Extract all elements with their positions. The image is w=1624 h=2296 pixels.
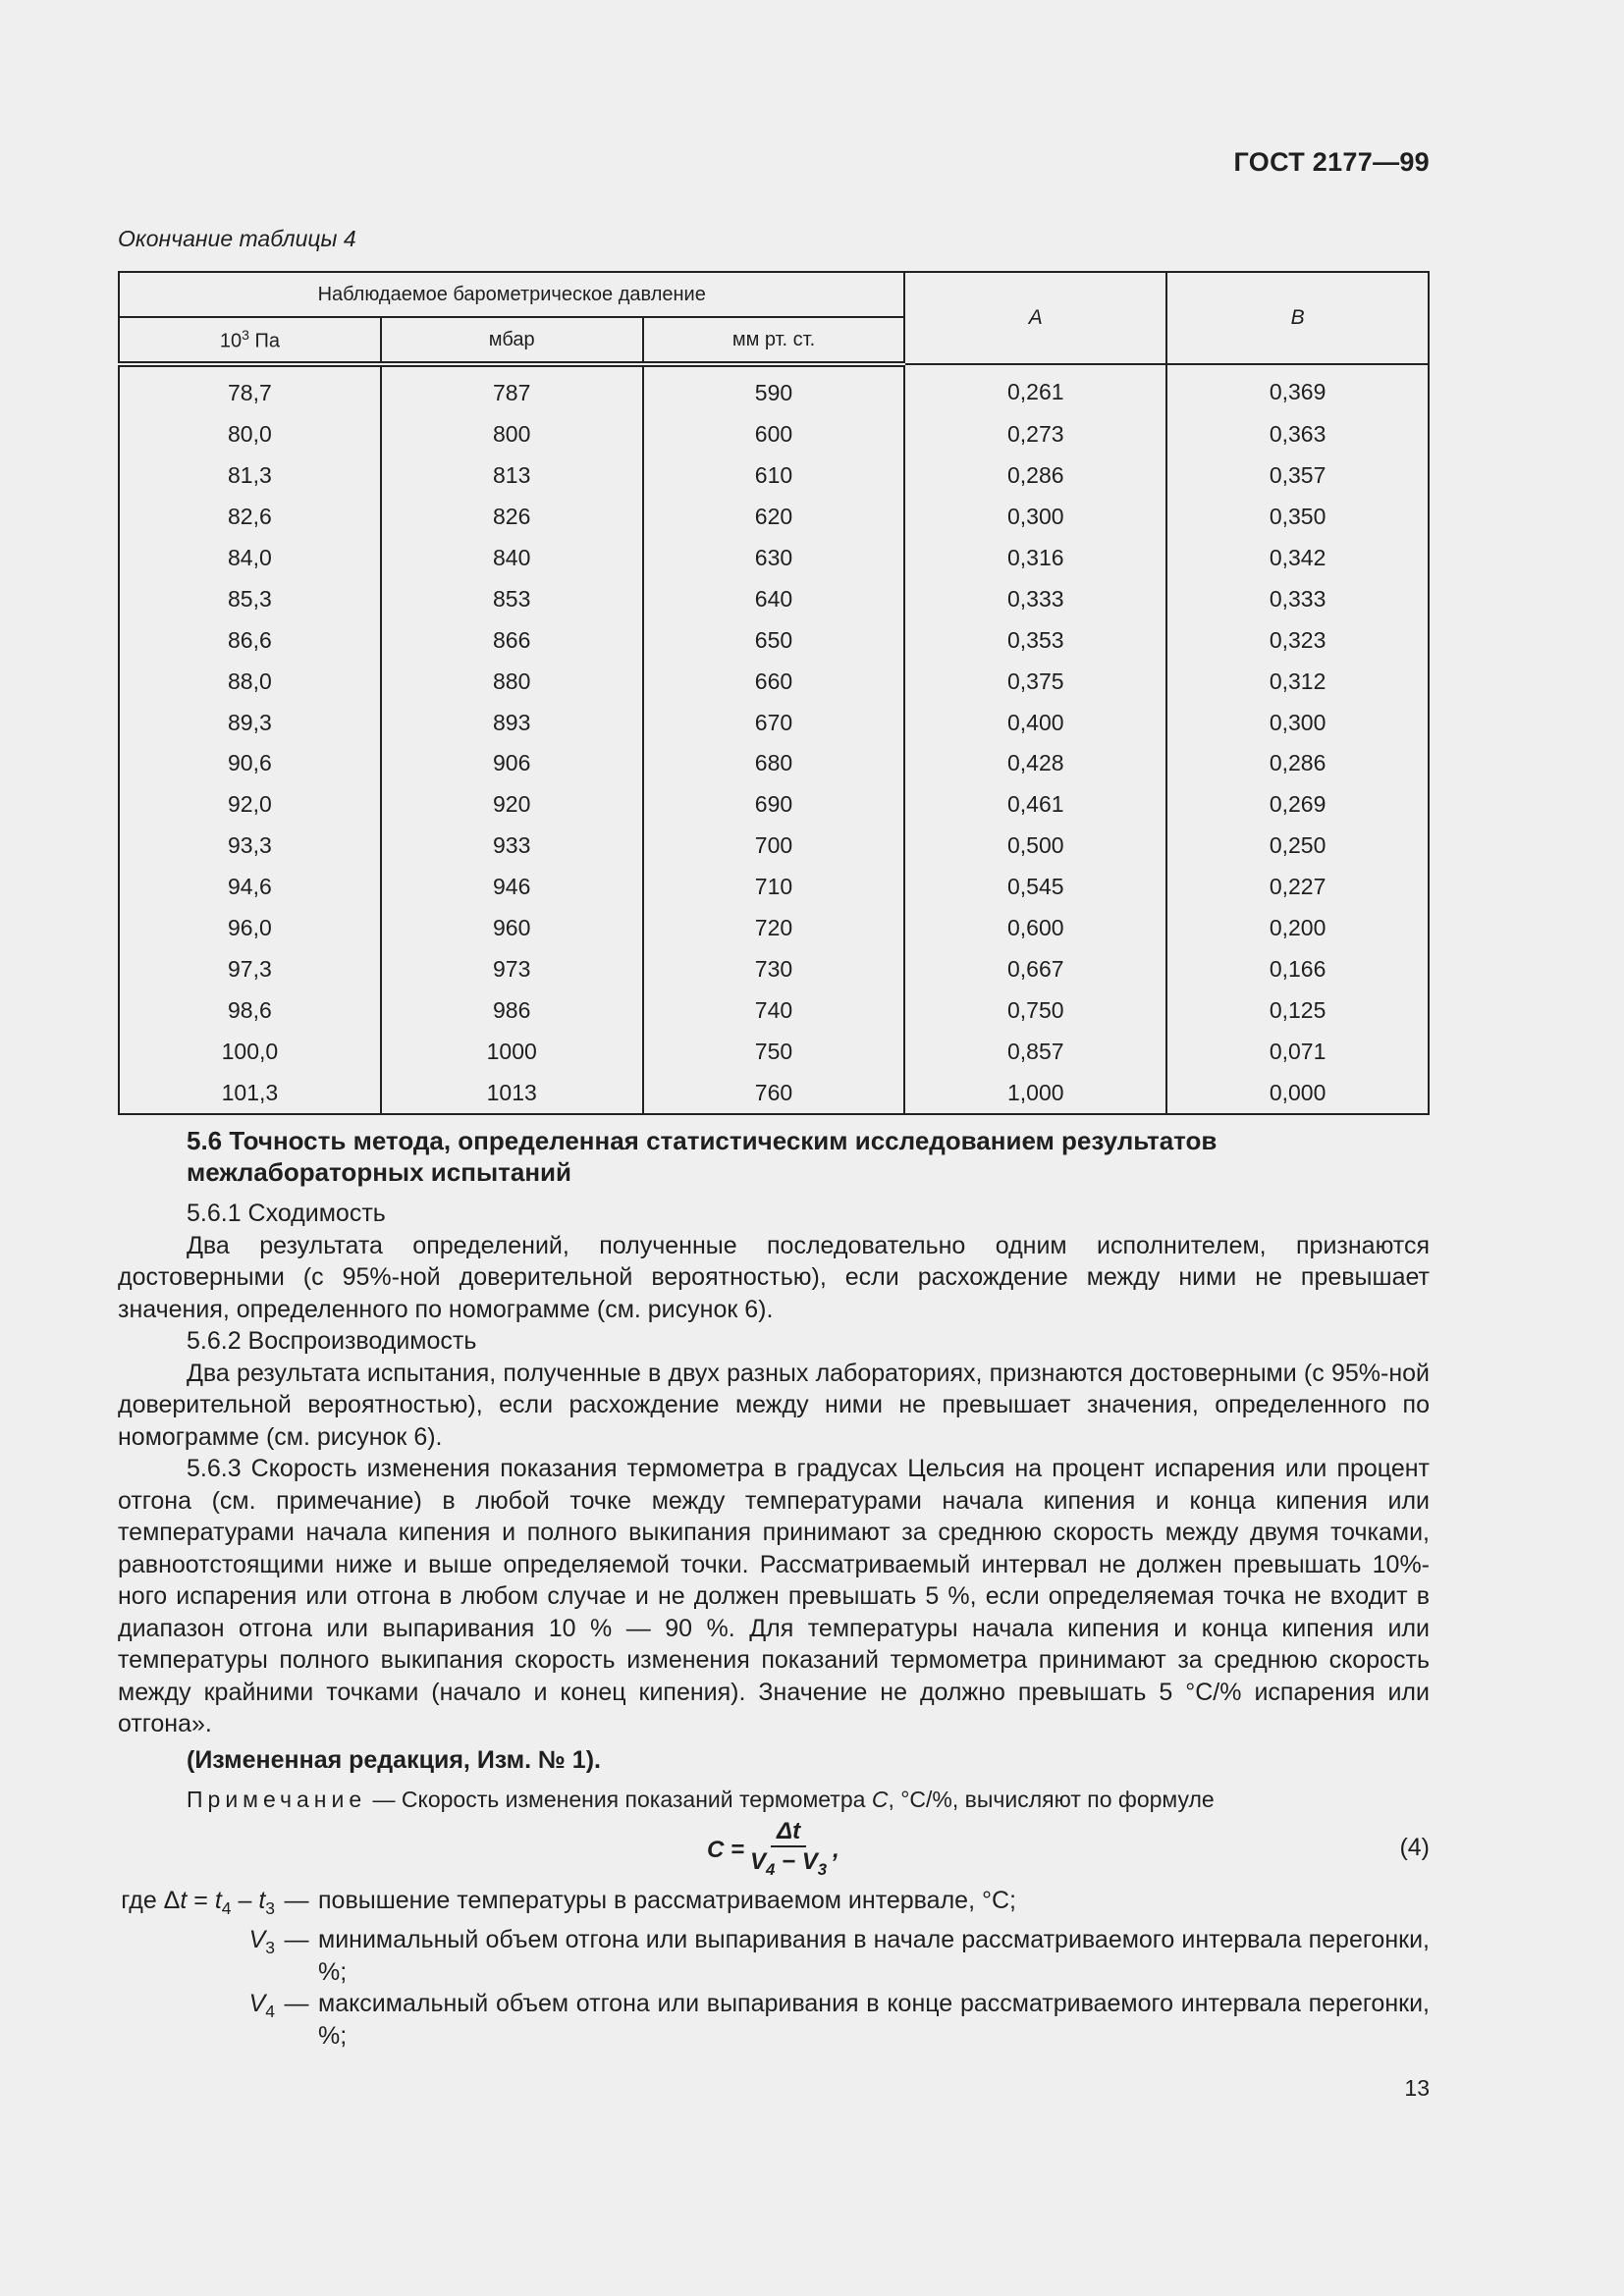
- cell-mmhg: 650: [643, 619, 905, 661]
- section-heading: [187, 1125, 1430, 1188]
- table-row: [119, 578, 1429, 619]
- cell-b: 0,227: [1166, 867, 1429, 908]
- cell-mbar: 960: [381, 908, 643, 949]
- cell-pa: 101,3: [119, 1072, 381, 1114]
- definition-symbol: [118, 1924, 275, 1964]
- table-body: [119, 364, 1429, 1114]
- cell-mbar: 787: [381, 364, 643, 414]
- cell-pa: 96,0: [119, 908, 381, 949]
- table-caption: Окончание таблицы 4: [118, 226, 356, 251]
- cell-b: 0,000: [1166, 1072, 1429, 1114]
- cell-pa: 89,3: [119, 702, 381, 743]
- cell-mbar: 986: [381, 989, 643, 1031]
- table-row: [119, 867, 1429, 908]
- cell-mmhg: 730: [643, 948, 905, 989]
- def1-minus: –: [231, 1886, 259, 1914]
- cell-b: 0,200: [1166, 908, 1429, 949]
- cell-b: 0,286: [1166, 743, 1429, 784]
- definition-symbol: [118, 1988, 275, 2028]
- def1-t3: t: [258, 1886, 266, 1914]
- definition-text: минимальный объем отгона или выпаривания в начале рассматриваемого интервала перегонки, %;: [318, 1926, 1430, 1986]
- cell-mbar: 866: [381, 619, 643, 661]
- cell-mmhg: 700: [643, 826, 905, 867]
- page-number: 13: [1404, 2075, 1430, 2101]
- note-text-a: — Скорость изменения показаний термометра: [366, 1787, 872, 1812]
- cell-a: 0,353: [904, 619, 1166, 661]
- cell-a: 0,545: [904, 867, 1166, 908]
- cell-a: 0,428: [904, 743, 1166, 784]
- cell-b: 0,250: [1166, 826, 1429, 867]
- subsection-5-6-2-title: 5.6.2 Воспроизводимость: [187, 1327, 477, 1355]
- document-code: ГОСТ 2177—99: [1233, 147, 1430, 177]
- cell-pa: 80,0: [119, 414, 381, 455]
- formula-v4-sub: 4: [766, 1859, 776, 1879]
- formula-fraction: [750, 1818, 827, 1885]
- table-row: [119, 414, 1429, 455]
- cell-mbar: 840: [381, 538, 643, 579]
- table-row: [119, 784, 1429, 826]
- formula-denominator: [750, 1847, 827, 1885]
- cell-a: 0,400: [904, 702, 1166, 743]
- equation-number: (4): [1399, 1833, 1430, 1861]
- header-col-a: A: [904, 272, 1166, 364]
- cell-pa: 86,6: [119, 619, 381, 661]
- def1-t3-sub: 3: [265, 1897, 275, 1918]
- table-row: [119, 661, 1429, 702]
- header-pa-unit: Па: [248, 330, 280, 352]
- def2-sub: 3: [265, 1938, 275, 1957]
- cell-a: 0,500: [904, 826, 1166, 867]
- cell-pa: 97,3: [119, 948, 381, 989]
- header-col-pa: [119, 317, 381, 364]
- cell-pa: 84,0: [119, 538, 381, 579]
- cell-a: 0,750: [904, 989, 1166, 1031]
- cell-mbar: 933: [381, 826, 643, 867]
- cell-pa: 94,6: [119, 867, 381, 908]
- cell-mbar: 946: [381, 867, 643, 908]
- formula-lhs: C =: [707, 1837, 745, 1864]
- cell-mmhg: 740: [643, 989, 905, 1031]
- cell-mbar: 813: [381, 455, 643, 497]
- cell-mbar: 973: [381, 948, 643, 989]
- def1-t4: t: [214, 1886, 222, 1914]
- formula-numerator: Δt: [771, 1818, 806, 1847]
- cell-b: 0,342: [1166, 538, 1429, 579]
- definition-dash: —: [284, 1926, 309, 1953]
- def1-t: t: [180, 1886, 188, 1914]
- cell-a: 0,667: [904, 948, 1166, 989]
- cell-a: 0,857: [904, 1031, 1166, 1072]
- def3-sub: 4: [265, 2002, 275, 2021]
- formula-4: [118, 1818, 1430, 1881]
- def2-v: V: [248, 1926, 266, 1953]
- cell-b: 0,125: [1166, 989, 1429, 1031]
- cell-pa: 82,6: [119, 497, 381, 538]
- formula-trail: ,: [833, 1837, 839, 1864]
- table-row: [119, 455, 1429, 497]
- cell-pa: 90,6: [119, 743, 381, 784]
- note-label: Примечание: [187, 1787, 367, 1812]
- cell-mbar: 893: [381, 702, 643, 743]
- cell-mbar: 800: [381, 414, 643, 455]
- cell-pa: 85,3: [119, 578, 381, 619]
- section-5-6: [118, 1125, 1430, 2052]
- cell-mmhg: 760: [643, 1072, 905, 1114]
- cell-a: 0,286: [904, 455, 1166, 497]
- table-row: [119, 538, 1429, 579]
- cell-b: 0,369: [1166, 364, 1429, 414]
- header-observed-pressure: Наблюдаемое барометрическое давление: [119, 272, 904, 317]
- cell-mmhg: 600: [643, 414, 905, 455]
- cell-mmhg: 680: [643, 743, 905, 784]
- cell-a: 0,261: [904, 364, 1166, 414]
- cell-mmhg: 720: [643, 908, 905, 949]
- cell-b: 0,300: [1166, 702, 1429, 743]
- header-col-b: B: [1166, 272, 1429, 364]
- cell-mbar: 920: [381, 784, 643, 826]
- table-row: [119, 364, 1429, 414]
- formula-v4: V: [750, 1847, 767, 1875]
- table-row: [119, 948, 1429, 989]
- header-pa-base: 10: [219, 330, 243, 352]
- cell-pa: 78,7: [119, 364, 381, 414]
- definition-dash: —: [284, 1990, 309, 2017]
- formula-definitions: [118, 1885, 1430, 2053]
- definition-v4: [118, 1988, 1430, 2052]
- definition-dash: —: [284, 1886, 309, 1914]
- cell-pa: 100,0: [119, 1031, 381, 1072]
- cell-pa: 93,3: [119, 826, 381, 867]
- cell-a: 0,316: [904, 538, 1166, 579]
- pressure-coefficients-table: [118, 271, 1430, 1115]
- cell-b: 0,323: [1166, 619, 1429, 661]
- table-row: [119, 1031, 1429, 1072]
- cell-mmhg: 660: [643, 661, 905, 702]
- cell-a: 0,375: [904, 661, 1166, 702]
- cell-b: 0,350: [1166, 497, 1429, 538]
- note: [187, 1784, 1430, 1816]
- cell-mmhg: 670: [643, 702, 905, 743]
- cell-a: 0,600: [904, 908, 1166, 949]
- cell-mmhg: 620: [643, 497, 905, 538]
- cell-mmhg: 630: [643, 538, 905, 579]
- cell-b: 0,363: [1166, 414, 1429, 455]
- cell-a: 0,461: [904, 784, 1166, 826]
- cell-mbar: 906: [381, 743, 643, 784]
- table-row: [119, 497, 1429, 538]
- formula-minus: −: [775, 1847, 802, 1875]
- definition-text: максимальный объем отгона или выпаривания в конце рассматриваемого интервала перегонки, %;: [318, 1990, 1430, 2050]
- formula-v3-sub: 3: [817, 1859, 828, 1879]
- edition-note: (Измененная редакция, Изм. № 1).: [187, 1745, 601, 1774]
- definition-delta-t: [118, 1885, 1430, 1925]
- note-text-b: , °С/%, вычисляют по формуле: [888, 1787, 1215, 1812]
- cell-mmhg: 710: [643, 867, 905, 908]
- table-row: [119, 743, 1429, 784]
- subsection-5-6-2-text: Два результата испытания, полученные в двух разных лабораториях, признаются достоверными (с 95%-ной доверительной вероятностью), если расхождение между ними не превышает значения, определенного по номограмме (см. рисунок 6).: [118, 1359, 1430, 1451]
- cell-b: 0,333: [1166, 578, 1429, 619]
- table-row: [119, 619, 1429, 661]
- table-row: [119, 1072, 1429, 1114]
- cell-a: 0,333: [904, 578, 1166, 619]
- definition-text: повышение температуры в рассматриваемом интервале, °С;: [318, 1886, 1016, 1914]
- cell-mmhg: 690: [643, 784, 905, 826]
- cell-pa: 92,0: [119, 784, 381, 826]
- definition-v3: [118, 1924, 1430, 1988]
- def3-v: V: [248, 1990, 266, 2017]
- note-symbol-c: C: [871, 1787, 889, 1812]
- cell-b: 0,269: [1166, 784, 1429, 826]
- cell-mbar: 1013: [381, 1072, 643, 1114]
- cell-mmhg: 590: [643, 364, 905, 414]
- header-col-mbar: мбар: [381, 317, 643, 364]
- cell-a: 0,273: [904, 414, 1166, 455]
- header-pa-exp: 3: [242, 326, 249, 343]
- table-row: [119, 826, 1429, 867]
- cell-mmhg: 750: [643, 1031, 905, 1072]
- cell-b: 0,166: [1166, 948, 1429, 989]
- cell-b: 0,357: [1166, 455, 1429, 497]
- definition-symbol: [118, 1885, 275, 1925]
- cell-mbar: 1000: [381, 1031, 643, 1072]
- formula-expression: [707, 1818, 839, 1885]
- cell-pa: 81,3: [119, 455, 381, 497]
- table-row: [119, 702, 1429, 743]
- cell-mmhg: 640: [643, 578, 905, 619]
- cell-pa: 88,0: [119, 661, 381, 702]
- cell-mbar: 853: [381, 578, 643, 619]
- cell-b: 0,071: [1166, 1031, 1429, 1072]
- cell-b: 0,312: [1166, 661, 1429, 702]
- subsection-5-6-1-text: Два результата определений, полученные последовательно одним исполнителем, признаются достоверными (с 95%-ной доверительной вероятностью), если расхождение между ними не превышает значения, определенного по номограмме (см. рисунок 6).: [118, 1231, 1430, 1323]
- table-row: [119, 908, 1429, 949]
- def1-where: где Δ: [121, 1886, 181, 1914]
- section-heading-line1: 5.6 Точность метода, определенная статистическим исследованием результатов: [187, 1126, 1218, 1155]
- def1-t4-sub: 4: [221, 1897, 232, 1918]
- cell-pa: 98,6: [119, 989, 381, 1031]
- subsection-5-6-3-text: 5.6.3 Скорость изменения показания термометра в градусах Цельсия на процент испарения или процент отгона (см. примечание) в любой точке между температурами начала кипения и конца кипения или температурами начала кипения и полного выкипания принимают за среднюю скорость между двумя точками, равноотстоящими ниже и выше определяемой точки. Рассматриваемый интервал не должен превышать 10%-ного испарения или отгона в любом случае и не должен превышать 5 %, если определяемая точка не входит в диапазон отгона или выпаривания 10 % — 90 %. Для температуры начала кипения и конца кипения или температуры полного выкипания скорость изменения показаний термометра принимают за среднюю скорость между крайними точками (начало и конец кипения). Значение не должно превышать 5 °C/% испарения или отгона».: [118, 1455, 1430, 1737]
- cell-mmhg: 610: [643, 455, 905, 497]
- def1-eq: =: [187, 1886, 215, 1914]
- header-col-mmhg: мм рт. ст.: [643, 317, 905, 364]
- cell-mbar: 880: [381, 661, 643, 702]
- cell-mbar: 826: [381, 497, 643, 538]
- section-heading-line2: межлабораторных испытаний: [187, 1157, 572, 1187]
- table-row: [119, 989, 1429, 1031]
- cell-a: 1,000: [904, 1072, 1166, 1114]
- formula-v3: V: [801, 1847, 818, 1875]
- subsection-5-6-1-title: 5.6.1 Сходимость: [187, 1200, 386, 1227]
- cell-a: 0,300: [904, 497, 1166, 538]
